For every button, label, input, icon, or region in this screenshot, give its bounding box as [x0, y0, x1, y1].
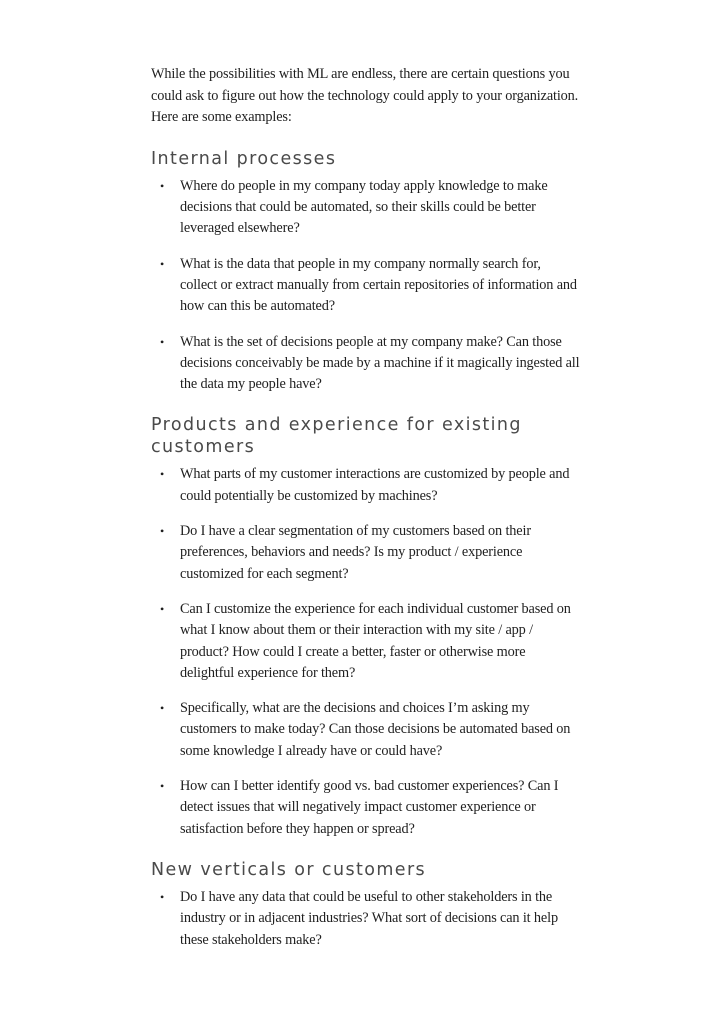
- list-item: [151, 464, 581, 507]
- list-item-text: How can I better identify good vs. bad customer experiences? Can I detect issues that will negatively impact customer experience or satisfaction before they happen or spread?: [180, 778, 559, 837]
- new-verticals-list: [151, 887, 581, 951]
- list-item-text: Specifically, what are the decisions and choices I’m asking my customers to make today? Can those decisions be automated based on some knowledge I already have or could have?: [180, 700, 571, 759]
- bullet-icon: •: [160, 178, 165, 193]
- list-item-text: What is the set of decisions people at my company make? Can those decisions conceivably be made by a machine if it magically ingested all the data my people have?: [180, 333, 580, 393]
- list-item: [151, 176, 581, 240]
- list-item: [151, 887, 581, 951]
- section-heading-products-experience: Products and experience for existing customers: [151, 415, 522, 458]
- list-item-text: Do I have a clear segmentation of my customers based on their preferences, behaviors and needs? Is my product / experience customized for each segment?: [180, 523, 531, 582]
- list-item: [151, 521, 581, 585]
- document-page: [151, 64, 581, 951]
- list-item-text: Can I customize the experience for each individual customer based on what I know about them or their interaction with my site / app / product? How could I create a better, faster or otherwise more delightful experience for them?: [180, 600, 571, 681]
- products-experience-list: [151, 464, 581, 839]
- list-item: [151, 332, 581, 396]
- bullet-icon: •: [160, 334, 165, 349]
- bullet-icon: •: [160, 701, 165, 716]
- bullet-icon: •: [160, 889, 165, 904]
- bullet-icon: •: [160, 524, 165, 539]
- list-item-text: Where do people in my company today apply knowledge to make decisions that could be automated, so their skills could be better leveraged elsewhere?: [180, 177, 548, 237]
- list-item: [151, 254, 581, 318]
- intro-paragraph: While the possibilities with ML are endless, there are certain questions you could ask to figure out how the technology could apply to your organization. Here are some examples:: [151, 66, 579, 126]
- list-item-text: What is the data that people in my company normally search for, collect or extract manually from certain repositories of information and how can this be automated?: [180, 255, 577, 315]
- list-item: [151, 776, 581, 840]
- list-item-text: Do I have any data that could be useful to other stakeholders in the industry or in adjacent industries? What sort of decisions can it help these stakeholders make?: [180, 888, 558, 948]
- internal-processes-list: [151, 176, 581, 396]
- bullet-icon: •: [160, 467, 165, 482]
- list-item-text: What parts of my customer interactions are customized by people and could potentially be customized by machines?: [180, 466, 570, 504]
- section-heading-internal-processes: Internal processes: [151, 148, 337, 169]
- list-item: [151, 599, 581, 684]
- bullet-icon: •: [160, 779, 165, 794]
- bullet-icon: •: [160, 256, 165, 271]
- bullet-icon: •: [160, 601, 165, 616]
- list-item: [151, 698, 581, 762]
- section-heading-new-verticals: New verticals or customers: [151, 859, 427, 880]
